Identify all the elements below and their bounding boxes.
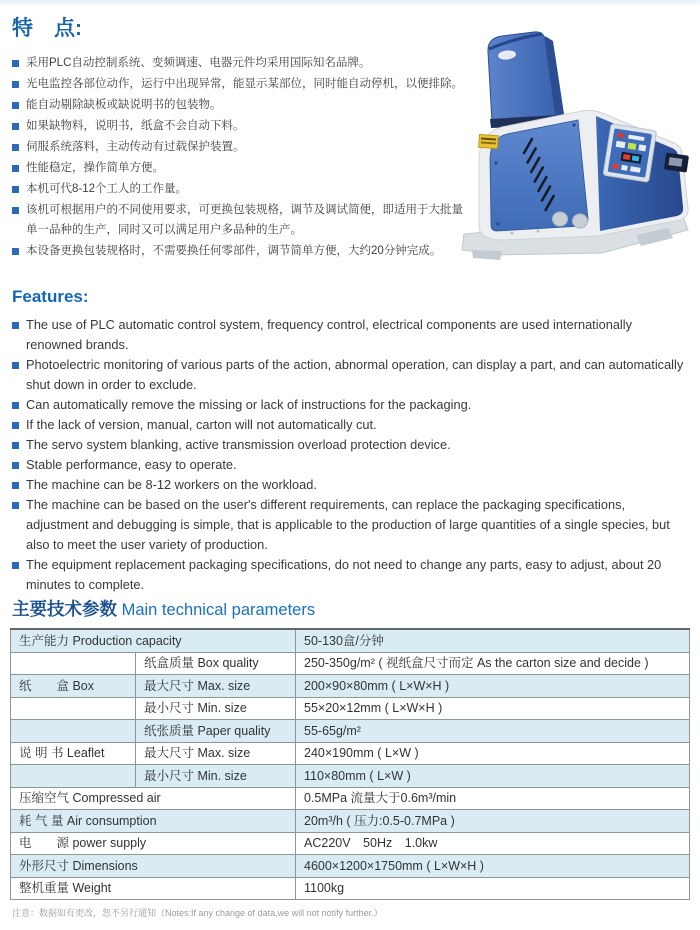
spec-group-cell	[11, 765, 136, 788]
features-cn-section	[12, 12, 474, 262]
bullet-square-icon	[12, 362, 19, 369]
spec-value-cell: 0.5MPa 流量大于0.6m³/min	[296, 787, 690, 810]
spec-value-cell: 1100kg	[296, 877, 690, 900]
feature-text: The equipment replacement packaging specifications, do not need to change any parts, easy to adjust, about 20 minutes to complete.	[26, 557, 662, 592]
spec-label-cell: 压缩空气 Compressed air	[11, 787, 296, 810]
spec-value-cell: 240×190mm ( L×W )	[296, 742, 690, 765]
feature-text: 本机可代8-12个工人的工作量。	[26, 183, 188, 195]
footnote: 注意：数据如有更改，恕不另行通知（Notes:If any change of data,we will not notify further.）	[12, 908, 383, 918]
feature-item-en	[12, 395, 690, 415]
spec-label-cell: 生产能力 Production capacity	[11, 629, 296, 652]
spec-table	[10, 628, 690, 900]
spec-value-cell: 55-65g/m²	[296, 720, 690, 743]
feature-text: The use of PLC automatic control system, frequency control, electrical components are used internationally renowned brands.	[26, 317, 633, 352]
control-panel	[603, 124, 657, 183]
spec-group-cell: 纸 盒 Box	[11, 675, 136, 698]
spec-sub-cell: 纸盒质量 Box quality	[136, 652, 296, 675]
feature-text: 该机可根据用户的不同使用要求，可更换包装规格，调节及调试简便，即适用于大批量单一品种的生产，同时又可以满足用户多品种的生产。	[26, 204, 463, 236]
spec-row	[11, 832, 690, 855]
feature-text: If the lack of version, manual, carton will not automatically cut.	[26, 417, 377, 432]
bullet-square-icon	[12, 422, 19, 429]
spec-label-cell: 电 源 power supply	[11, 832, 296, 855]
feature-item-cn	[12, 95, 474, 115]
features-en-section	[12, 287, 690, 595]
spec-row	[11, 652, 690, 675]
spec-row	[11, 675, 690, 698]
feature-text: 采用PLC自动控制系统、变频调速、电器元件均采用国际知名品牌。	[26, 57, 371, 69]
bullet-square-icon	[12, 462, 19, 469]
spec-row	[11, 629, 690, 652]
side-slot	[664, 153, 689, 173]
spec-sub-cell: 最小尺寸 Min. size	[136, 765, 296, 788]
feature-item-en	[12, 415, 690, 435]
spec-row	[11, 787, 690, 810]
spec-row	[11, 697, 690, 720]
feature-item-cn	[12, 241, 474, 261]
spec-row	[11, 765, 690, 788]
spec-sub-cell: 纸张质量 Paper quality	[136, 720, 296, 743]
features-cn-title: 特 点:	[12, 17, 82, 40]
feature-text: The servo system blanking, active transmission overload protection device.	[26, 437, 451, 452]
spec-group-cell	[11, 652, 136, 675]
spec-sub-cell: 最大尺寸 Max. size	[136, 675, 296, 698]
spec-row	[11, 720, 690, 743]
spec-row	[11, 742, 690, 765]
bullet-square-icon	[12, 60, 19, 67]
spec-label-cell: 外形尺寸 Dimensions	[11, 855, 296, 878]
bullet-square-icon	[12, 248, 19, 255]
bullet-square-icon	[12, 322, 19, 329]
page-top-tint	[0, 0, 700, 7]
spec-sub-cell: 最小尺寸 Min. size	[136, 697, 296, 720]
warning-label	[479, 134, 499, 148]
features-en-title: Features:	[12, 287, 89, 306]
feature-text: 性能稳定，操作简单方便。	[26, 162, 164, 174]
spec-value-cell: 20m³/h ( 压力:0.5-0.7MPa )	[296, 810, 690, 833]
spec-group-cell	[11, 697, 136, 720]
spec-heading	[12, 596, 690, 621]
spec-value-cell: 250-350g/m² ( 视纸盒尺寸而定 As the carton size and decide )	[296, 652, 690, 675]
feature-item-en	[12, 455, 690, 475]
spec-value-cell: AC220V 50Hz 1.0kw	[296, 832, 690, 855]
feature-item-cn	[12, 74, 474, 94]
feature-text: The machine can be based on the user's different requirements, can replace the packaging specifications, adjustment and debugging is simple, that is applicable to the production of large quantities of a single species, but also to meet the user variety of production.	[26, 497, 670, 552]
feature-text: 光电监控各部位动作，运行中出现异常，能显示某部位，同时能自动停机，以便排除。	[26, 78, 463, 90]
feature-item-en	[12, 555, 690, 595]
spec-value-cell: 200×90×80mm ( L×W×H )	[296, 675, 690, 698]
feature-text: The machine can be 8-12 workers on the workload.	[26, 477, 317, 492]
bullet-square-icon	[12, 207, 19, 214]
bullet-square-icon	[12, 402, 19, 409]
feature-item-en	[12, 495, 690, 555]
spec-row	[11, 877, 690, 900]
spec-group-cell: 说 明 书 Leaflet	[11, 742, 136, 765]
feature-item-en	[12, 355, 690, 395]
feature-item-cn	[12, 137, 474, 157]
features-cn-list	[12, 53, 474, 261]
feature-item-cn	[12, 200, 474, 240]
feature-text: 能自动剔除缺板或缺说明书的包装物。	[26, 99, 222, 111]
feature-text: Can automatically remove the missing or lack of instructions for the packaging.	[26, 397, 472, 412]
feature-text: 伺服系统落料，主动传动有过载保护装置。	[26, 141, 245, 153]
spec-section	[10, 596, 690, 919]
bullet-square-icon	[12, 562, 19, 569]
spec-group-cell	[11, 720, 136, 743]
features-en-list	[12, 315, 690, 595]
spec-label-cell: 整机重量 Weight	[11, 877, 296, 900]
spec-value-cell: 55×20×12mm ( L×W×H )	[296, 697, 690, 720]
bullet-square-icon	[12, 442, 19, 449]
bullet-square-icon	[12, 482, 19, 489]
bullet-square-icon	[12, 502, 19, 509]
feature-text: 本设备更换包装规格时，不需要换任何零部件，调节简单方便，大约20分钟完成。	[26, 245, 442, 257]
bullet-square-icon	[12, 144, 19, 151]
feature-item-en	[12, 475, 690, 495]
feature-item-en	[12, 435, 690, 455]
spec-sub-cell: 最大尺寸 Max. size	[136, 742, 296, 765]
spec-value-cell: 50-130盒/分钟	[296, 629, 690, 652]
bullet-square-icon	[12, 186, 19, 193]
spec-row	[11, 810, 690, 833]
feature-text: Photoelectric monitoring of various parts of the action, abnormal operation, can display a part, and can automatically shut down in order to exclude.	[26, 357, 684, 392]
bullet-square-icon	[12, 165, 19, 172]
feature-item-cn	[12, 116, 474, 136]
feature-text: Stable performance, easy to operate.	[26, 457, 237, 472]
feature-item-cn	[12, 53, 474, 73]
bullet-square-icon	[12, 81, 19, 88]
feature-item-cn	[12, 179, 474, 199]
machine-hopper	[488, 32, 564, 128]
spec-heading-cn: 主要技术参数	[12, 599, 117, 619]
product-photo	[450, 22, 700, 282]
feature-item-cn	[12, 158, 474, 178]
spec-value-cell: 110×80mm ( L×W )	[296, 765, 690, 788]
bullet-square-icon	[12, 123, 19, 130]
feature-text: 如果缺物料，说明书，纸盒不会自动下料。	[26, 120, 245, 132]
spec-heading-en: Main technical parameters	[117, 601, 316, 619]
feature-item-en	[12, 315, 690, 355]
spec-row	[11, 855, 690, 878]
bullet-square-icon	[12, 102, 19, 109]
spec-label-cell: 耗 气 量 Air consumption	[11, 810, 296, 833]
spec-value-cell: 4600×1200×1750mm ( L×W×H )	[296, 855, 690, 878]
